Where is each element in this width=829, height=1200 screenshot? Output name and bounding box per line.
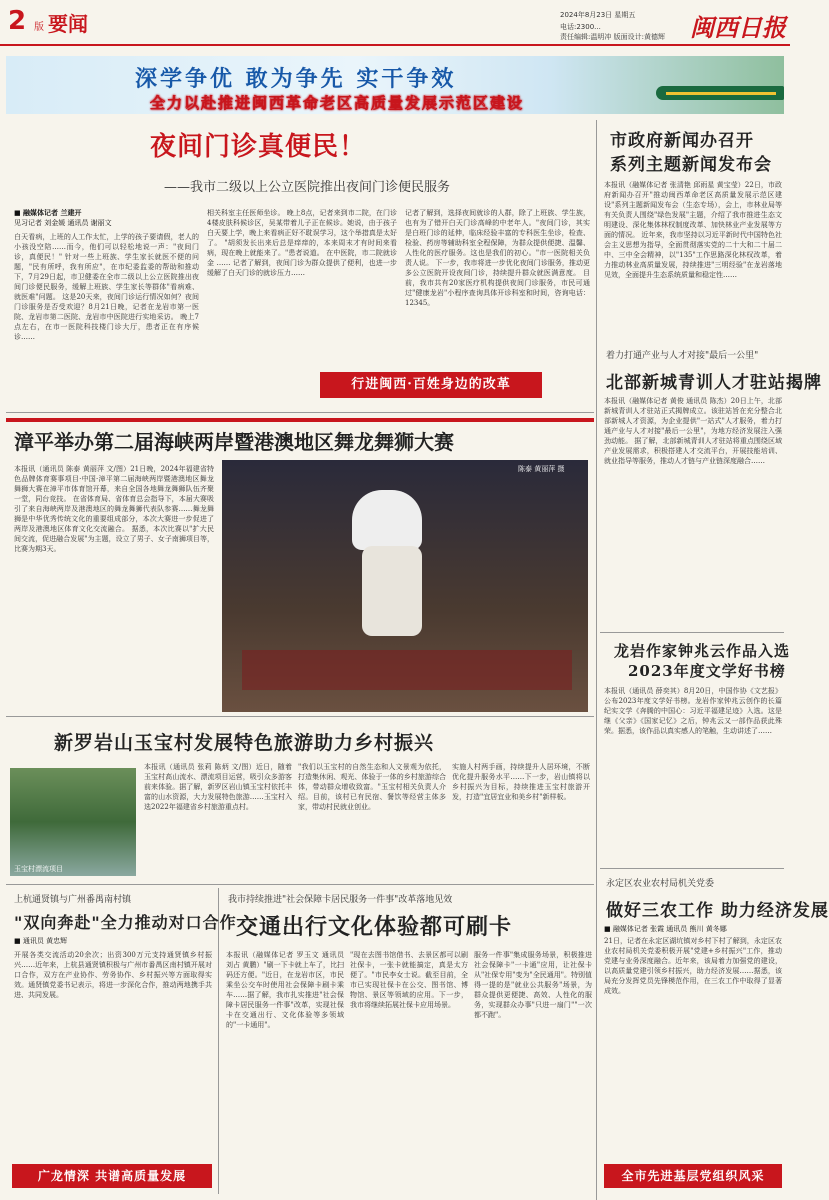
banner-title: 深学争优 敢为争先 实干争效 xyxy=(135,66,457,92)
dragon-accent-bar xyxy=(6,418,594,422)
press-title-1: 市政府新闻办召开 xyxy=(610,131,754,151)
editor-credit: 责任编辑:温明冲 版面设计:黄德辉 xyxy=(560,33,665,41)
lead-column-1: 白天看病，上班的人工作太忙，上学的孩子要请假，老人的小孩没空陪……而今，他们可以轻松地说一声："夜间门诊，真便民！" 针对一些上班族、学生家长就医不便的问题，"民有所呼，我有所应"，在市纪委监委的帮助和推动下，7月29日起，市卫健委在全市二级以上公立医院推出夜间门诊便民服务，缓解上班族、学生家长等群体"看病难、就医难"问题。 这是20天来，夜间门诊运行情况如何？夜间门诊服务是否受欢迎？8月21日晚，记者在龙岩市第一医院、龙岩市第二医院、龙岩市中医院进行实地采访。 晚上7点左右，在市一医院科技楼门诊大厅，患者正在有序候诊…… xyxy=(14,233,199,341)
talent-text: 本报讯（融媒体记者 黄俊 通讯员 陈杰）20日上午，北部新城青训人才驻站正式揭牌成立。该驻站旨在充分整合北部新城人才资源，为企业提供"一站式"人才服务，着力打通产业与人才对接"最后一公里"，为地方经济发展注入强劲动能。 据了解，北部新城青训人才驻站将重点围绕区域产业发展需求，积极搭建人才交流平台，开展技能培训、就业指导等服务，推动人才链与产业链深度融合…… xyxy=(604,397,782,465)
lion-body xyxy=(362,546,422,636)
transport-kicker: 我市持续推进"社会保障卡居民服务一件事"改革落地见效 xyxy=(228,895,453,905)
lead-headline: 夜间门诊真便民！ xyxy=(150,132,367,162)
agri-kicker: 永定区农业农村局机关党委 xyxy=(606,879,715,889)
phone-number: 电话:2300... xyxy=(560,23,601,31)
agri-tag: 全市先进基层党组织风采 xyxy=(604,1164,782,1188)
transport-headline: 交通出行文化体验都可刷卡 xyxy=(236,914,513,940)
yubao-column-1: 本报讯（通讯员 张莉 陈炳 文/图）近日，随着玉宝村高山流水、漂流项目运营，吸引众多游客前来体验。据了解，新罗区岩山镇玉宝村依托丰富的山水资源，大力发展特色旅游……玉宝村入选2022年福建省乡村旅游重点村。 xyxy=(144,763,292,811)
lion-dance-photo xyxy=(222,460,588,712)
lion-photo-credit: 陈泰 黄丽萍 摄 xyxy=(518,465,565,473)
gz-headline: "双向奔赴"全力推动对口合作 xyxy=(14,913,237,932)
literature-title-1: 龙岩作家钟兆云作品入选 xyxy=(614,642,791,660)
lead-byline-2: 见习记者 刘金媛 通讯员 谢丽文 xyxy=(14,219,112,227)
dragon-headline: 漳平举办第二届海峡两岸暨港澳地区舞龙舞狮大赛 xyxy=(14,430,454,454)
lion-head xyxy=(352,490,422,550)
theme-banner xyxy=(6,56,784,114)
press-title-2: 系列主题新闻发布会 xyxy=(610,155,772,175)
banner-subtitle: 全力以赴推进闽西革命老区高质量发展示范区建设 xyxy=(150,94,525,112)
lead-byline: ■ 融媒体记者 兰建开 xyxy=(14,209,82,217)
transport-column-1: 本报讯（融媒体记者 罗玉文 通讯员 刘占 黄鹏）"刷一下卡就上车了，比扫码还方便。"近日，在龙岩市区，市民乘坐公交车时使用社会保障卡刷卡乘车……据了解，我市扎实推进"社会保障卡居民服务一件事"改革，实现社保卡在交通出行、文化体验等多领域的"一卡通用"。 xyxy=(226,951,344,1029)
crowd-stage xyxy=(242,650,572,690)
page-number: 2 xyxy=(8,6,27,36)
agri-text: 21日，记者在永定区湖坑镇对乡村下村了解到，永定区农业农村局机关党委积极开展"党建+乡村振兴"工作，推动党建与业务深度融合。近年来，该局着力加强党的建设，以高质量党建引领乡村振兴，助力经济发展……据悉，该局充分发挥党员先锋模范作用，在三农工作中取得了显著成效。 xyxy=(604,937,782,995)
lead-column-2: 相关科室主任医师坐诊。 晚上8点，记者来到市二院，在门诊4楼皮肤科候诊区，吴某带着儿子正在候诊。她说，由于孩子白天要上学，晚上来看病正好不耽误学习，这个举措真是太好了。 "胡须发长出来后总是痒痒的，本来周末才有时间来看病，现在晚上就能来了。"患者说道。 在中医院，市二院就诊金 …… 记者了解到，夜间门诊为群众提供了便利，也进一步缓解了白天门诊的就诊压力…… xyxy=(207,209,397,277)
dragon-text: 本报讯（通讯员 陈泰 黄丽萍 文/图）21日晚，2024年福建省特色品牌体育赛事项目·中国·漳平第二届海峡两岸暨港澳地区舞龙舞狮大赛在漳平市体育馆开幕，来自全国各地舞龙舞狮队伍齐聚一堂，同台竞技。 在省体育局、省体育总会指导下，本届大赛吸引了来自海峡两岸及港澳地区的舞龙舞狮代表队参赛……舞龙舞狮是中华优秀传统文化的重要组成部分，本次大赛进一步促进了两岸及港澳地区体育文化交流融合。 据悉，本次比赛以"扩大民间交流，促进融合发展"为主题，设立了男子、女子南狮项目等，比赛为期3天。 xyxy=(14,465,214,553)
transport-column-3: 服务一件事"集成服务场景，积极推进社会保障卡"一卡通"应用，让社保卡从"社保专用"变为"全民通用"。特别值得一提的是"就业公共服务"场景，为群众提供更便捷、高效、人性化的服务，实现群众办事"只进一扇门""一次都不跑"。 xyxy=(474,951,592,1019)
yubao-headline: 新罗岩山玉宝村发展特色旅游助力乡村振兴 xyxy=(54,732,435,754)
talent-headline: 北部新城青训人才驻站揭牌 xyxy=(606,373,822,393)
agri-headline: 做好三农工作 助力经济发展 xyxy=(606,901,829,921)
literature-text: 本报讯（通讯员 薛奕其）8月20日，中国作协《文艺报》公布2023年度文学好书榜。龙岩作家钟兆云创作的长篇纪实文学《奔腾的中国心：习近平福建足迹》入选。这是继《父亲》《国家记忆》之后，钟兆云又一部作品获此殊荣。据悉，该作品以真实感人的笔触，生动讲述了…… xyxy=(604,687,782,735)
press-text: 本报讯（融媒体记者 张清艳 邱雨星 黄宝莹）22日，市政府新闻办召开"推动闽西革命老区高质量发展示范区建设"系列主题新闻发布会（生态专场），会上，市林业局等有关负责人围绕"绿色发展"主题，介绍了我市推进生态文明建设、深化集体林权制度改革、加快林业产业发展等方面的情况。 近年来，我市坚持以习近平新时代中国特色社会主义思想为指导，全面贯彻落实党的二十大和二十届二中、三中全会精神，以"135"工作思路深化林权改革，着力推动林业高质量发展，持续推进"三明经验"在龙岩落地见效，全面提升生态系统质量和稳定性…… xyxy=(604,181,782,279)
train-stripe xyxy=(666,92,776,95)
literature-title-2: 2023年度文学好书榜 xyxy=(628,662,786,680)
lead-subheadline: ——我市二级以上公立医院推出夜间门诊便民服务 xyxy=(164,180,451,195)
gz-kicker: 上杭通贤镇与广州番禺南村镇 xyxy=(14,895,132,905)
gz-tag: 广龙情深 共谱高质量发展 xyxy=(12,1164,212,1188)
gz-text: 开展各类交流活动20余次；出资300万元支持通贤镇乡村振兴……近年来，上杭县通贤镇积极与广州市番禺区南村镇开展对口合作，双方在产业协作、劳务协作、乡村振兴等方面取得实效。通贤镇党委书记表示，将进一步深化合作，推动两地携手共进、共同发展。 xyxy=(14,951,212,999)
talent-kicker: 着力打通产业与人才对接"最后一公里" xyxy=(606,351,759,361)
yubao-column-2: "我们以玉宝村的自然生态和人文景观为依托，打造集休闲、观光、体验于一体的乡村旅游综合体，带动群众增收致富。"玉宝村相关负责人介绍。目前，该村已有民宿、餐饮等经营主体多家，带动村民就业创业。 xyxy=(298,763,446,811)
yubao-column-3: 实施人村两手画，持续提升人居环境，不断优化提升服务水平……下一步，岩山镇将以乡村振兴为目标，持续推进玉宝村旅游开发，打造"宜居宜业和美乡村"新样板。 xyxy=(452,763,590,801)
rafting-photo xyxy=(10,768,136,876)
section-name: 要闻 xyxy=(48,12,88,36)
agri-byline: ■ 融媒体记者 张霞 通讯员 熊川 黄冬娜 xyxy=(604,925,727,933)
newspaper-logo: 闽西日报 xyxy=(690,13,786,42)
reform-tag: 行进闽西·百姓身边的改革 xyxy=(320,372,542,398)
masthead xyxy=(0,0,790,46)
lead-column-3: 记者了解到，选择夜间就诊的人群，除了上班族、学生族，也有为了错开白天门诊高峰的中老年人。"夜间门诊，其实是白班门诊的延伸，临床经验丰富的专科医生坐诊，检查、检验、药房等辅助科室全程保障，为群众提供便捷、温馨、人性化的医疗服务。这也是我们的初心。"市一医院相关负责人说。 下一步，我市将进一步优化夜间门诊服务，推动更多公立医院开设夜间门诊，持续提升群众就医满意度。 目前，我市共有20家医疗机构提供夜间门诊服务，市民可通过"健康龙岩"小程序查询具体开诊科室和时间，咨询电话：12345。 xyxy=(405,209,590,307)
gz-byline: ■ 通讯员 黄忠辉 xyxy=(14,937,68,945)
transport-column-2: "现在去图书馆借书、去景区都可以刷社保卡，一张卡就能搞定，真是太方便了。"市民李女士说。截至目前，全市已实现社保卡在公交、图书馆、博物馆、景区等领域的应用。下一步，我市将继续拓展社保卡应用场景。 xyxy=(350,951,468,1009)
issue-date: 2024年8月23日 星期五 xyxy=(560,11,636,19)
rafting-caption: 玉宝村漂流项目 xyxy=(14,865,63,873)
page-suffix: 版 xyxy=(34,22,44,33)
